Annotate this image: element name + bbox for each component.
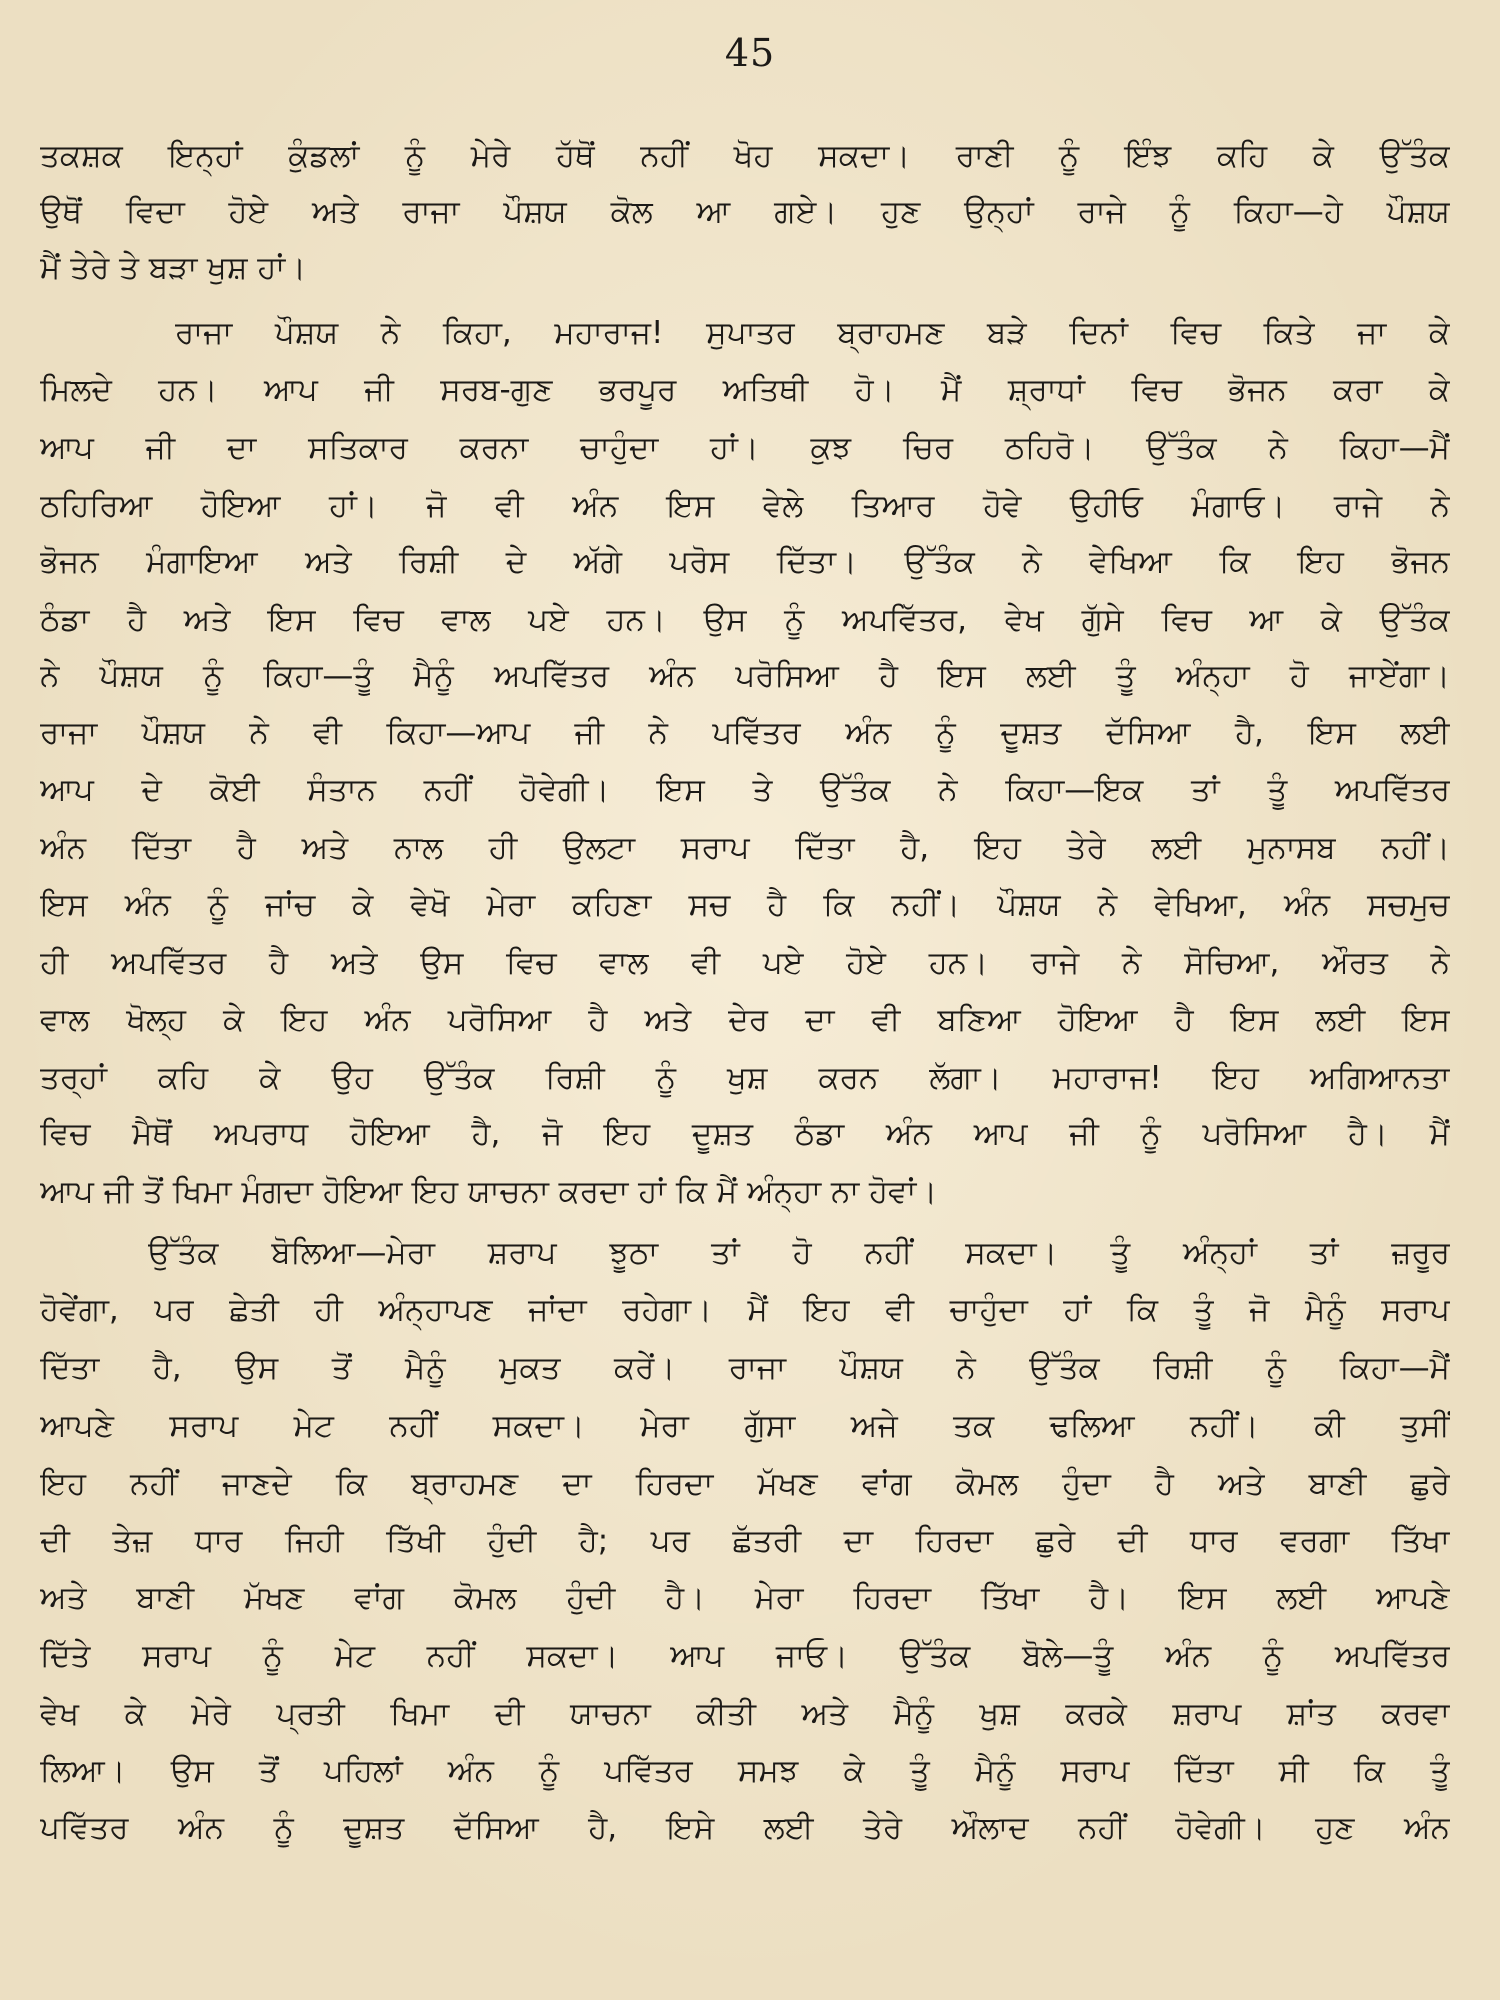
- text-line-22: ਦਿੱਤਾ ਹੈ, ਉਸ ਤੋਂ ਮੈਨੂੰ ਮੁਕਤ ਕਰੇਂ। ਰਾਜਾ ਪੌਸ਼ਯ ਨੇ ਉੱਤੰਕ ਰਿਸ਼ੀ ਨੂੰ ਕਿਹਾ—ਮੈਂ: [40, 1350, 1450, 1386]
- text-line-6: ਆਪ ਜੀ ਦਾ ਸਤਿਕਾਰ ਕਰਨਾ ਚਾਹੁੰਦਾ ਹਾਂ। ਕੁਝ ਚਿਰ ਠਹਿਰੋ। ਉੱਤੰਕ ਨੇ ਕਿਹਾ—ਮੈਂ: [40, 430, 1450, 466]
- text-line-14: ਇਸ ਅੰਨ ਨੂੰ ਜਾਂਚ ਕੇ ਵੇਖੋ ਮੇਰਾ ਕਹਿਣਾ ਸਚ ਹੈ ਕਿ ਨਹੀਂ। ਪੌਸ਼ਯ ਨੇ ਵੇਖਿਆ, ਅੰਨ ਸਚਮੁਚ: [40, 887, 1450, 923]
- text-line-1: ਤਕਸ਼ਕ ਇਨ੍ਹਾਂ ਕੁੰਡਲਾਂ ਨੂੰ ਮੇਰੇ ਹੱਥੋਂ ਨਹੀਂ ਖੋਹ ਸਕਦਾ। ਰਾਣੀ ਨੂੰ ਇੰਝ ਕਹਿ ਕੇ ਉੱਤੰਕ: [40, 138, 1450, 174]
- text-line-3: ਮੈਂ ਤੇਰੇ ਤੇ ਬੜਾ ਖੁਸ਼ ਹਾਂ।: [40, 250, 307, 286]
- text-line-16: ਵਾਲ ਖੋਲ੍ਹ ਕੇ ਇਹ ਅੰਨ ਪਰੋਸਿਆ ਹੈ ਅਤੇ ਦੇਰ ਦਾ ਵੀ ਬਣਿਆ ਹੋਇਆ ਹੈ ਇਸ ਲਈ ਇਸ: [40, 1002, 1450, 1038]
- text-line-19: ਆਪ ਜੀ ਤੋਂ ਖਿਮਾ ਮੰਗਦਾ ਹੋਇਆ ਇਹ ਯਾਚਨਾ ਕਰਦਾ ਹਾਂ ਕਿ ਮੈਂ ਅੰਨ੍ਹਾ ਨਾ ਹੋਵਾਂ।: [40, 1174, 938, 1210]
- text-line-28: ਵੇਖ ਕੇ ਮੇਰੇ ਪ੍ਰਤੀ ਖਿਮਾ ਦੀ ਯਾਚਨਾ ਕੀਤੀ ਅਤੇ ਮੈਨੂੰ ਖੁਸ਼ ਕਰਕੇ ਸ਼ਰਾਪ ਸ਼ਾਂਤ ਕਰਵਾ: [40, 1696, 1450, 1732]
- text-line-4: ਰਾਜਾ ਪੌਸ਼ਯ ਨੇ ਕਿਹਾ, ਮਹਾਰਾਜ! ਸੁਪਾਤਰ ਬ੍ਰਾਹਮਣ ਬੜੇ ਦਿਨਾਂ ਵਿਚ ਕਿਤੇ ਜਾ ਕੇ: [175, 315, 1450, 351]
- text-line-10: ਨੇ ਪੌਸ਼ਯ ਨੂੰ ਕਿਹਾ—ਤੂੰ ਮੈਨੂੰ ਅਪਵਿੱਤਰ ਅੰਨ ਪਰੋਸਿਆ ਹੈ ਇਸ ਲਈ ਤੂੰ ਅੰਨ੍ਹਾ ਹੋ ਜਾਏਂਗਾ।: [40, 658, 1450, 694]
- text-line-13: ਅੰਨ ਦਿੱਤਾ ਹੈ ਅਤੇ ਨਾਲ ਹੀ ਉਲਟਾ ਸਰਾਪ ਦਿੱਤਾ ਹੈ, ਇਹ ਤੇਰੇ ਲਈ ਮੁਨਾਸਬ ਨਹੀਂ।: [40, 830, 1450, 866]
- text-line-9: ਠੰਡਾ ਹੈ ਅਤੇ ਇਸ ਵਿਚ ਵਾਲ ਪਏ ਹਨ। ਉਸ ਨੂੰ ਅਪਵਿੱਤਰ, ਵੇਖ ਗੁੱਸੇ ਵਿਚ ਆ ਕੇ ਉੱਤੰਕ: [40, 602, 1450, 638]
- text-line-2: ਉਥੋਂ ਵਿਦਾ ਹੋਏ ਅਤੇ ਰਾਜਾ ਪੌਸ਼ਯ ਕੋਲ ਆ ਗਏ। ਹੁਣ ਉਨ੍ਹਾਂ ਰਾਜੇ ਨੂੰ ਕਿਹਾ—ਹੇ ਪੌਸ਼ਯ: [40, 194, 1450, 230]
- text-line-7: ਠਹਿਰਿਆ ਹੋਇਆ ਹਾਂ। ਜੋ ਵੀ ਅੰਨ ਇਸ ਵੇਲੇ ਤਿਆਰ ਹੋਵੇ ਉਹੀਓ ਮੰਗਾਓ। ਰਾਜੇ ਨੇ: [40, 488, 1450, 524]
- text-line-25: ਦੀ ਤੇਜ਼ ਧਾਰ ਜਿਹੀ ਤਿੱਖੀ ਹੁੰਦੀ ਹੈ; ਪਰ ਛੱਤਰੀ ਦਾ ਹਿਰਦਾ ਛੁਰੇ ਦੀ ਧਾਰ ਵਰਗਾ ਤਿੱਖਾ: [40, 1523, 1450, 1559]
- text-line-27: ਦਿੱਤੇ ਸਰਾਪ ਨੂੰ ਮੇਟ ਨਹੀਂ ਸਕਦਾ। ਆਪ ਜਾਓ। ਉੱਤੰਕ ਬੋਲੇ—ਤੂੰ ਅੰਨ ਨੂੰ ਅਪਵਿੱਤਰ: [40, 1638, 1450, 1674]
- text-line-15: ਹੀ ਅਪਵਿੱਤਰ ਹੈ ਅਤੇ ਉਸ ਵਿਚ ਵਾਲ ਵੀ ਪਏ ਹੋਏ ਹਨ। ਰਾਜੇ ਨੇ ਸੋਚਿਆ, ਔਰਤ ਨੇ: [40, 945, 1450, 981]
- text-line-5: ਮਿਲਦੇ ਹਨ। ਆਪ ਜੀ ਸਰਬ-ਗੁਣ ਭਰਪੂਰ ਅਤਿਥੀ ਹੋ। ਮੈਂ ਸ਼੍ਰਾਧਾਂ ਵਿਚ ਭੋਜਨ ਕਰਾ ਕੇ: [40, 372, 1450, 408]
- text-line-30: ਪਵਿੱਤਰ ਅੰਨ ਨੂੰ ਦੂਸ਼ਤ ਦੱਸਿਆ ਹੈ, ਇਸੇ ਲਈ ਤੇਰੇ ਔਲਾਦ ਨਹੀਂ ਹੋਵੇਗੀ। ਹੁਣ ਅੰਨ: [40, 1810, 1450, 1846]
- text-line-21: ਹੋਵੇਂਗਾ, ਪਰ ਛੇਤੀ ਹੀ ਅੰਨ੍ਹਾਪਣ ਜਾਂਦਾ ਰਹੇਗਾ। ਮੈਂ ਇਹ ਵੀ ਚਾਹੁੰਦਾ ਹਾਂ ਕਿ ਤੂੰ ਜੋ ਮੈਨੂੰ ਸਰਾਪ: [40, 1292, 1450, 1328]
- text-line-26: ਅਤੇ ਬਾਣੀ ਮੱਖਣ ਵਾਂਗ ਕੋਮਲ ਹੁੰਦੀ ਹੈ। ਮੇਰਾ ਹਿਰਦਾ ਤਿੱਖਾ ਹੈ। ਇਸ ਲਈ ਆਪਣੇ: [40, 1580, 1450, 1616]
- text-line-24: ਇਹ ਨਹੀਂ ਜਾਣਦੇ ਕਿ ਬ੍ਰਾਹਮਣ ਦਾ ਹਿਰਦਾ ਮੱਖਣ ਵਾਂਗ ਕੋਮਲ ਹੁੰਦਾ ਹੈ ਅਤੇ ਬਾਣੀ ਛੁਰੇ: [40, 1466, 1450, 1502]
- text-line-18: ਵਿਚ ਮੈਥੋਂ ਅਪਰਾਧ ਹੋਇਆ ਹੈ, ਜੋ ਇਹ ਦੂਸ਼ਤ ਠੰਡਾ ਅੰਨ ਆਪ ਜੀ ਨੂੰ ਪਰੋਸਿਆ ਹੈ। ਮੈਂ: [40, 1116, 1450, 1152]
- text-line-23: ਆਪਣੇ ਸਰਾਪ ਮੇਟ ਨਹੀਂ ਸਕਦਾ। ਮੇਰਾ ਗੁੱਸਾ ਅਜੇ ਤਕ ਢਲਿਆ ਨਹੀਂ। ਕੀ ਤੁਸੀਂ: [40, 1408, 1450, 1444]
- text-line-20: ਉੱਤੰਕ ਬੋਲਿਆ—ਮੇਰਾ ਸ਼ਰਾਪ ਝੂਠਾ ਤਾਂ ਹੋ ਨਹੀਂ ਸਕਦਾ। ਤੂੰ ਅੰਨ੍ਹਾਂ ਤਾਂ ਜ਼ਰੂਰ: [148, 1235, 1450, 1271]
- text-line-17: ਤਰ੍ਹਾਂ ਕਹਿ ਕੇ ਉਹ ਉੱਤੰਕ ਰਿਸ਼ੀ ਨੂੰ ਖੁਸ਼ ਕਰਨ ਲੱਗਾ। ਮਹਾਰਾਜ! ਇਹ ਅਗਿਆਨਤਾ: [40, 1060, 1450, 1096]
- text-line-8: ਭੋਜਨ ਮੰਗਾਇਆ ਅਤੇ ਰਿਸ਼ੀ ਦੇ ਅੱਗੇ ਪਰੋਸ ਦਿੱਤਾ। ਉੱਤੰਕ ਨੇ ਵੇਖਿਆ ਕਿ ਇਹ ਭੋਜਨ: [40, 544, 1450, 580]
- text-line-11: ਰਾਜਾ ਪੌਸ਼ਯ ਨੇ ਵੀ ਕਿਹਾ—ਆਪ ਜੀ ਨੇ ਪਵਿੱਤਰ ਅੰਨ ਨੂੰ ਦੂਸ਼ਤ ਦੱਸਿਆ ਹੈ, ਇਸ ਲਈ: [40, 715, 1450, 751]
- text-line-12: ਆਪ ਦੇ ਕੋਈ ਸੰਤਾਨ ਨਹੀਂ ਹੋਵੇਗੀ। ਇਸ ਤੇ ਉੱਤੰਕ ਨੇ ਕਿਹਾ—ਇਕ ਤਾਂ ਤੂੰ ਅਪਵਿੱਤਰ: [40, 772, 1450, 808]
- text-line-29: ਲਿਆ। ਉਸ ਤੋਂ ਪਹਿਲਾਂ ਅੰਨ ਨੂੰ ਪਵਿੱਤਰ ਸਮਝ ਕੇ ਤੂੰ ਮੈਨੂੰ ਸਰਾਪ ਦਿੱਤਾ ਸੀ ਕਿ ਤੂੰ: [40, 1753, 1450, 1789]
- page-number: 45: [724, 31, 776, 75]
